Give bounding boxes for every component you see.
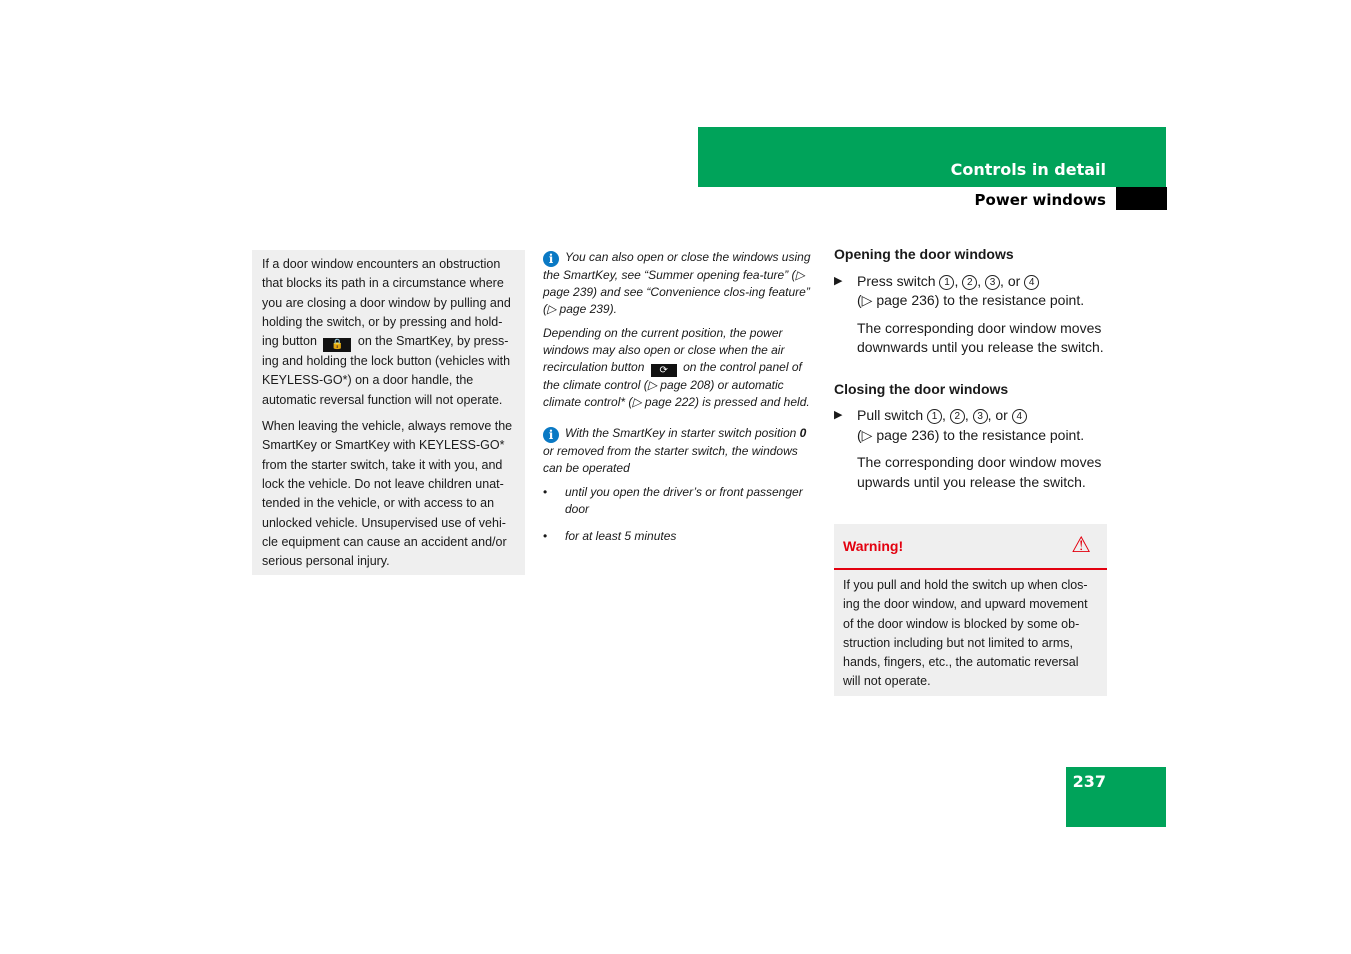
safety-note-paragraph-1: If a door window encounters an obstruction that blocks its path in a circumstance where you are closing a door window by pulling and holding the switch, or by pressing and hold-ing button 🔒 on the SmartKey, by press-ing and holding the lock button (vehicles with KEYLESS-GO*) on a door handle, the automatic reversal function will not operate. [262, 257, 511, 407]
section-header-bar [698, 127, 1166, 187]
switch-4-icon: 4 [1012, 409, 1027, 424]
section-title: Controls in detail [950, 160, 1106, 179]
closing-heading: Closing the door windows [834, 380, 1009, 397]
opening-result: The corresponding door window moves downwards until you release the switch. [857, 319, 1104, 355]
warning-title: Warning! [843, 538, 904, 554]
switch-1-icon: 1 [939, 275, 954, 290]
switch-2-icon: 2 [950, 409, 965, 424]
list-item: • for at least 5 minutes [543, 529, 677, 543]
subsection-marker [1116, 187, 1167, 210]
warning-header [834, 524, 1107, 570]
switch-2-icon: 2 [962, 275, 977, 290]
subsection-title: Power windows [974, 191, 1106, 209]
closing-result: The corresponding door window moves upwards until you release the switch. [857, 454, 1102, 490]
switch-3-icon: 3 [985, 275, 1000, 290]
page-number: 237 [1072, 772, 1106, 791]
info-note-3: i With the SmartKey in starter switch position 0 or removed from the starter switch, the windows can be operated [543, 426, 807, 475]
switch-1-icon: 1 [927, 409, 942, 424]
info-icon: i [543, 251, 559, 267]
info-note-2: Depending on the current position, the power windows may also open or close when the air recirculation button ⟳ on the control panel of the climate control (▷ page 208) or automatic climate control* (▷ page 222) is pressed and held. [543, 326, 810, 409]
step-arrow-icon: ▶ [834, 409, 843, 421]
warning-text: If you pull and hold the switch up when clos-ing the door window, and upward movement of the door window is blocked by some ob-struction including but not limited to arms, hands, fingers, etc., the automatic reversal will not operate. [843, 578, 1088, 689]
switch-3-icon: 3 [973, 409, 988, 424]
list-item: • until you open the driver’s or front passenger door [543, 485, 803, 516]
info-icon: i [543, 427, 559, 443]
info-note-1: i You can also open or close the windows using the SmartKey, see “Summer opening fea-ture” (▷ page 239) and see “Convenience clos-ing feature” (▷ page 239). [543, 250, 811, 316]
opening-heading: Opening the door windows [834, 246, 1014, 262]
page-number-box [1066, 767, 1166, 827]
switch-position-zero: 0 [799, 426, 807, 440]
opening-step: ▶ Press switch 1 , 2 , 3 , or 4 (▷ page 236) to the resistance point. [834, 272, 1109, 311]
instructions-column [834, 245, 1109, 492]
closing-step: ▶ Pull switch 1 , 2 , 3 , or 4 (▷ page 236) to the resistance point. [834, 406, 1109, 445]
info-notes-column [543, 249, 818, 551]
warning-box [834, 524, 1107, 696]
safety-note-paragraph-2: When leaving the vehicle, always remove the SmartKey or SmartKey with KEYLESS-GO* from the starter switch, take it with you, and lock the vehicle. Do not leave children unat-tended in the vehicle, or with access to an unlocked vehicle. Unsupervised use of vehi-cle equipment can cause an accident and/or serious personal injury. [262, 419, 513, 569]
warning-triangle-icon: ⚠ [1071, 532, 1091, 557]
air-recirculation-icon: ⟳ [651, 364, 677, 377]
bullet-icon: • [543, 485, 548, 499]
safety-note-box [252, 250, 525, 575]
bullet-icon: • [543, 529, 548, 543]
lock-icon: 🔒 [323, 338, 351, 352]
step-arrow-icon: ▶ [834, 274, 843, 287]
switch-4-icon: 4 [1024, 275, 1039, 290]
